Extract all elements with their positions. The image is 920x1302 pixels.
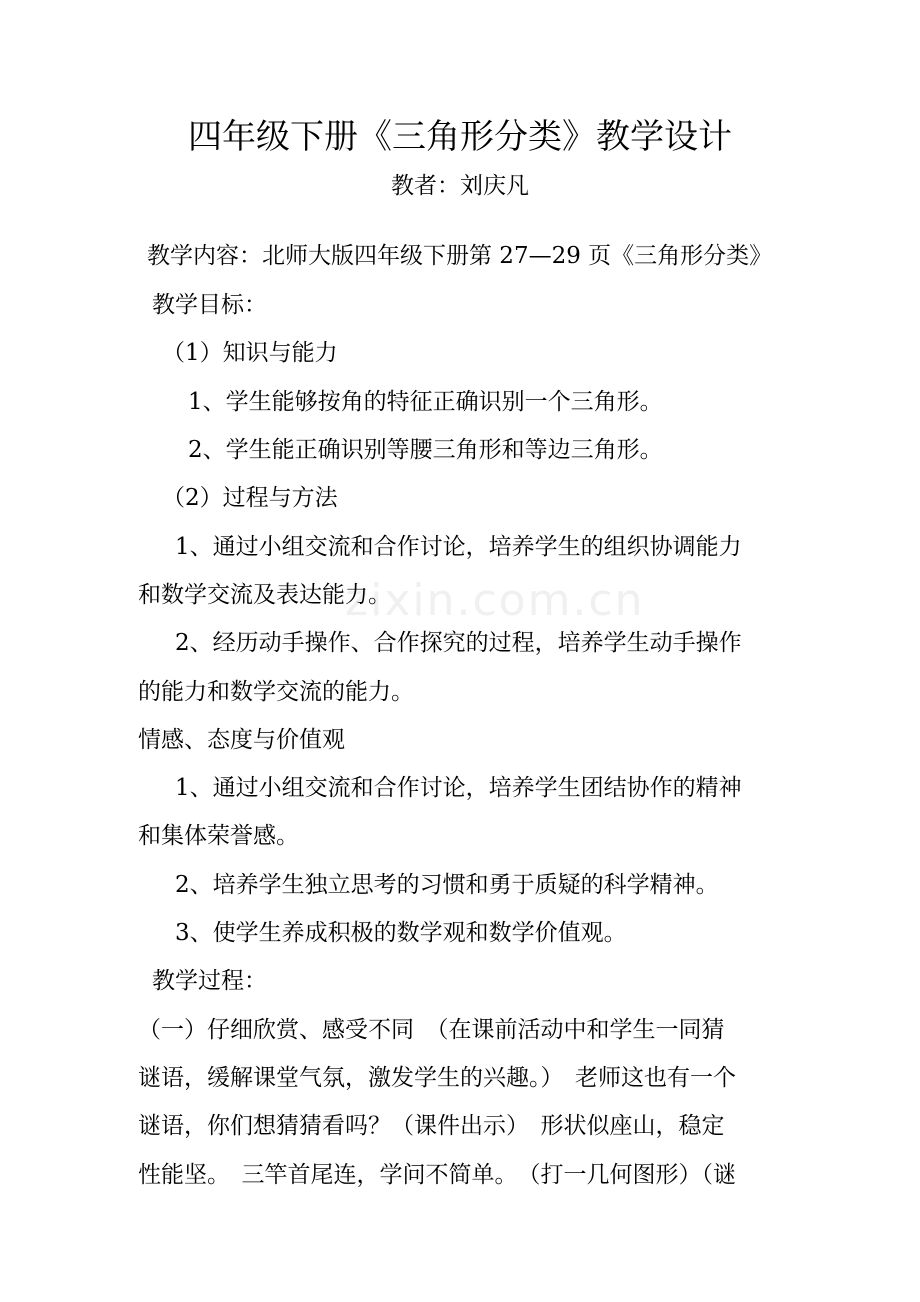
document-title: 四年级下册《三角形分类》教学设计 — [188, 117, 732, 157]
content-line: 教学内容：北师大版四年级下册第 27—29 页《三角形分类》 — [147, 243, 773, 269]
subsection-heading: （2）过程与方法 — [162, 485, 338, 511]
paragraph-line: 2、培养学生独立思考的习惯和勇于质疑的科学精神。 — [175, 872, 719, 898]
subsection-heading: 情感、态度与价值观 — [138, 727, 345, 753]
section-heading: 教学目标： — [152, 292, 267, 318]
paragraph-line: （一）仔细欣赏、感受不同 （在课前活动中和学生一同猜 — [138, 1017, 725, 1043]
watermark: zixin.com.cn — [345, 575, 645, 626]
paragraph-line: 谜语，你们想猜猜看吗？（课件出示） 形状似座山，稳定 — [138, 1113, 725, 1139]
author-line: 教者：刘庆凡 — [391, 173, 529, 199]
paragraph-line: 1、通过小组交流和合作讨论，培养学生团结协作的精神 — [175, 775, 742, 801]
list-item: 1、学生能够按角的特征正确识别一个三角形。 — [188, 389, 663, 415]
paragraph-line: 和数学交流及表达能力。 — [138, 582, 391, 608]
list-item: 2、学生能正确识别等腰三角形和等边三角形。 — [188, 437, 663, 463]
subsection-heading: （1）知识与能力 — [162, 340, 338, 366]
paragraph-line: 3、使学生养成积极的数学观和数学价值观。 — [175, 920, 627, 946]
section-heading: 教学过程： — [152, 968, 267, 994]
paragraph-line: 的能力和数学交流的能力。 — [138, 679, 414, 705]
paragraph-line: 1、通过小组交流和合作讨论，培养学生的组织协调能力 — [175, 534, 742, 560]
paragraph-line: 性能坚。 三竿首尾连，学问不简单。 （打一几何图形）（谜 — [138, 1162, 736, 1188]
paragraph-line: 谜语，缓解课堂气氛，激发学生的兴趣。） 老师这也有一个 — [138, 1065, 736, 1091]
paragraph-line: 2、经历动手操作、合作探究的过程，培养学生动手操作 — [175, 630, 742, 656]
paragraph-line: 和集体荣誉感。 — [138, 823, 299, 849]
